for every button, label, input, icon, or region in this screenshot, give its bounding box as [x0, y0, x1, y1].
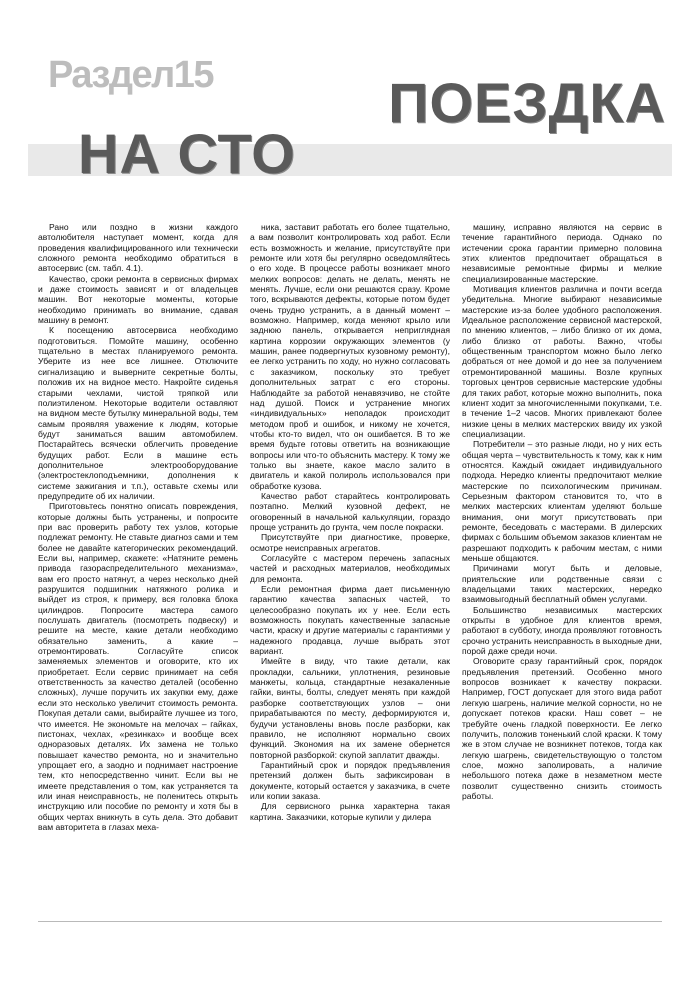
paragraph: К посещению автосервиса необходимо подготовиться. Помойте машину, особенно тщательно в местах планируемого ремонта. Уберите из нее все лишнее. Отключите сигнализацию и выверните секретные болты, положив их на видное место. Накройте сиденья старыми чехлами, чистой тряпкой или полиэтиленом. Некоторые водители оставляют на видном месте бутылку минеральной воды, тем самым проявляя уважение к людям, которые будут заниматься вашим автомобилем. Постарайтесь всячески облегчить проведение будущих работ. Если в машине есть дополнительное электрооборудование (электростеклоподъемники, дополнения к системе зажигания и т.п.), оставьте схемы или предупредите об их наличии. — [38, 325, 238, 501]
section-number: Раздел15 — [48, 54, 213, 96]
paragraph: Большинство независимых мастерских открыты в удобное для клиентов время, работают в субботу, иногда проявляют готовность срочно устранить неисправность в выходные дни, порой даже среди ночи. — [462, 604, 662, 657]
paragraph: Качество работ старайтесь контролировать поэтапно. Мелкий кузовной дефект, не оговоренный в начальной калькуляции, гораздо проще устранить до грунта, чем после покраски. — [250, 490, 450, 532]
paragraph: Потребители – это разные люди, но у них есть общая черта – чувствительность к тому, как к ним относятся. Каждый ожидает индивидуального подхода. Нередко клиенты предпочитают мелкие мастерские по психологическим причинам. Серьезным фактором становится то, что в мелких мастерских клиентам уделяют больше внимания, они могут присутствовать при ремонте, беседовать с мастерами. В дилерских фирмах с большим объемом заказов клиентам не разрешают подходить к рабочим местам, с ними меньше общаются. — [462, 439, 662, 563]
paragraph: Рано или поздно в жизни каждого автолюбителя наступает момент, когда для проведения квалифицированного или технически сложного ремонта необходимо обратиться в автосервис (см. табл. 4.1). — [38, 222, 238, 274]
paragraph: Если ремонтная фирма дает письменную гарантию качества запасных частей, то целесообразно покупать их у нее. Если есть возможность покупать качественные запасные части, краску и другие материалы с гарантиями у надежного продавца, лучше выбрать этот вариант. — [250, 584, 450, 657]
paragraph: Имейте в виду, что такие детали, как прокладки, сальники, уплотнения, резиновые манжеты, кольца, стандартные незакаленные гайки, винты, болты, следует менять при каждой разборке соответствующих узлов – они прирабатываются по месту, деформируются и, будучи установлены вновь после разборки, как правило, не исполняют нормально своих функций. Экономия на их замене обернется повторной разборкой: скупой заплатит дважды. — [250, 656, 450, 760]
page-title-line-2: НА СТО — [78, 122, 296, 185]
chapter-header — [0, 0, 700, 212]
body-columns — [38, 222, 662, 962]
paragraph: Для сервисного рынка характерна такая картина. Заказчики, которые купили у дилера — [250, 801, 450, 822]
paragraph: Согласуйте с мастером перечень запасных частей и расходных материалов, необходимых для ремонта. — [250, 553, 450, 584]
paragraph: Гарантийный срок и порядок предъявления претензий должен быть зафиксирован в документе, который остается у заказчика, в счете или копии заказа. — [250, 759, 450, 801]
paragraph: машину, исправно являются на сервис в течение гарантийного периода. Однако по истечении срока гарантии примерно половина этих клиентов предпочитает обращаться в независимые ремонтные фирмы и мелкие специализированные мастерские. — [462, 222, 662, 284]
text-column-2 — [250, 222, 450, 962]
paragraph: Причинами могут быть и деловые, приятельские или родственные связи с владельцами таких мастерских, нередко взаимовыгодный бесплатный обмен услугами. — [462, 563, 662, 605]
text-column-1 — [38, 222, 238, 962]
paragraph: Мотивация клиентов различна и почти всегда убедительна. Многие выбирают независимые мастерские из-за более удобного расположения. Идеальное расположение сервисной мастерской, по мнению клиентов, – либо близко от их дома, либо близко от работы. Важно, чтобы общественным транспортом можно было легко добраться от нее домой и до нее за получением отремонтированной машины. Возле крупных торговых центров сервисные мастерские удобны для таких работ, которые можно выполнить, пока клиент ходит за многочисленными покупками, т.е. в течение 1–2 часов. Многих привлекают более низкие цены в мелких мастерских ввиду их узкой специализации. — [462, 284, 662, 439]
paragraph: Качество, сроки ремонта в сервисных фирмах и даже стоимость зависят и от владельцев машин. Вот некоторые моменты, которые необходимо принимать во внимание, сдавая машину в ремонт. — [38, 273, 238, 326]
paragraph: Оговорите сразу гарантийный срок, порядок предъявления претензий. Особенно много вопросов возникает к качеству покраски. Например, ГОСТ допускает для этого вида работ легкую шагрень, наличие мелкой сорности, но не допускает потеков краски. Наш совет – не требуйте очень гладкой поверхности. Ее легко получить, положив тоненький слой краски. К тому же в этом случае не возникнет потеков, тогда как легкую шагрень, свидетельствующую о толстом слое, можно заполировать, а наличие небольшого потека даже в незаметном месте позволит существенно снизить стоимость работы. — [462, 656, 662, 801]
paragraph: Присутствуйте при диагностике, проверке, осмотре неисправных агрегатов. — [250, 532, 450, 553]
paragraph: ника, заставит работать его более тщательно, а вам позволит контролировать ход работ. Если есть возможность и желание, присутствуйте при ремонте или хотя бы регулярно осведомляйтесь о его ходе. В процессе работы возникает много мелких вопросов: делать не делать, менять не менять. Лучше, если они решаются сразу. Кроме того, вскрываются дефекты, которые потом будет очень трудно устранить, а в данный момент – возможно. Например, когда меняют крыло или заднюю панель, открывается неприглядная картина коррозии окружающих элементов (у машин, ранее подвергнутых кузовному ремонту), ее легко устранить по ходу, но нужно согласовать с заказчиком, поскольку это требует дополнительных затрат с его стороны. Наблюдайте за работой ненавязчиво, не стойте над душой. Поиск и устранение многих «индивидуальных» неполадок происходит методом проб и ошибок, и никому не хочется, чтобы кто-то видел, что он ошибается. В то же время будьте готовы ответить на возникающие вопросы или что-то объяснить мастеру. К тому же только вы знаете, какое масло залито в двигатель и какой полироль использовался при обработке кузова. — [250, 222, 450, 491]
page-title-line-1: ПОЕЗДКА — [388, 71, 666, 134]
paragraph: Приготовьтесь понятно описать повреждения, которые должны быть устранены, и попросите при вас проверить работу тех узлов, которые подлежат ремонту. Не ставьте диагноз сами и тем более не давайте категорических рекомендаций. Если вы, например, скажете: «Натяните ремень привода газораспределительного механизма», вам его просто натянут, а через несколько дней разрушится подшипник натяжного ролика и выйдет из строя, к примеру, вся головка блока цилиндров. Попросите мастера самого послушать двигатель (посмотреть подвеску) и решите на месте, какие детали необходимо обязательно заменить, а какие – отремонтировать. Согласуйте список заменяемых элементов и оговорите, кто их приобретает. Если сервис принимает на себя ответственность за качество деталей (особенно сложных), лучше поручить их закупки ему, даже если это несколько увеличит стоимость ремонта. Покупая детали сами, выбирайте лучшее из того, что имеется. Не экономьте на мелочах – гайках, пистонах, чехлах, «резинках» и вообще всех одноразовых деталях. Их замена не только повышает качество ремонта, но и значительно упрощает его, а заодно и поднимает настроение тем, кто непосредственно чинит. Если вы не имеете представления о том, как устраняется та или иная неисправность, не поленитесь открыть инструкцию или пособие по ремонту и хотя бы в общих чертах вникнуть в суть дела. Это добавит вам авторитета в глазах меха- — [38, 501, 238, 832]
text-column-3 — [462, 222, 662, 962]
footer-rule — [38, 921, 662, 922]
